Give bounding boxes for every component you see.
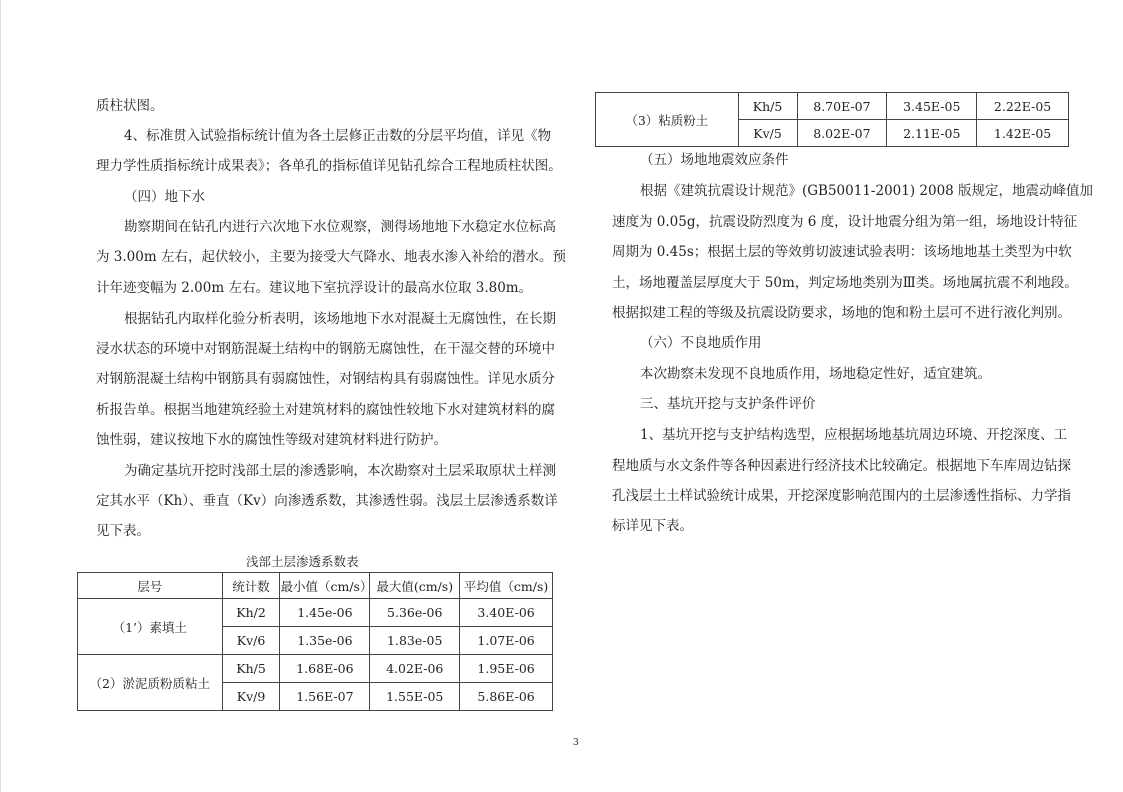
paragraph-line: 对钢筋混凝土结构中钢筋具有弱腐蚀性，对钢结构具有弱腐蚀性。详见水质分 (96, 371, 555, 387)
table-cell: 1.07E-06 (460, 627, 553, 655)
table-header-cell: 层号 (78, 573, 223, 599)
table-cell: Kv/9 (222, 683, 280, 711)
paragraph-line: 理力学性质指标统计成果表》；各单孔的指标值详见钻孔综合工程地质柱状图。 (96, 158, 562, 174)
paragraph-line: 蚀性弱，建议按地下水的腐蚀性等级对建筑材料进行防护。 (96, 432, 447, 448)
table-header-cell: 平均值（cm/s) (460, 573, 553, 599)
paragraph-line: 根据拟建工程的等级及抗震设防要求，场地的饱和粉土层可不进行液化判别。 (612, 305, 1071, 321)
table-cell: 3.40E-06 (460, 599, 553, 627)
table-cell: 1.55E-05 (370, 683, 460, 711)
paragraph-line: 本次勘察未发现不良地质作用，场地稳定性好，适宜建筑。 (640, 366, 991, 382)
paragraph-line: 计年迹变幅为 2.00m 左右。建议地下室抗浮设计的最高水位取 3.80m。 (96, 280, 533, 296)
page-left-border (0, 0, 1, 792)
paragraph-line: 周期为 0.45s；根据土层的等效剪切波速试验表明：该场地地基土类型为中软 (612, 244, 1072, 260)
table-cell: 1.35e-06 (280, 627, 370, 655)
table-cell: 1.95E-06 (460, 655, 553, 683)
paragraph-line: 1、基坑开挖与支护结构选型，应根据场地基坑周边环境、开挖深度、工 (640, 427, 1068, 443)
paragraph-line: 土，场地覆盖层厚度大于 50m，判定场地类别为Ⅲ类。场地属抗震不利地段。 (612, 275, 1078, 291)
paragraph-line: 见下表。 (96, 523, 150, 539)
table-cell: 2.22E-05 (977, 93, 1069, 120)
table-row (78, 599, 553, 627)
paragraph-line: 析报告单。根据当地建筑经验土对建筑材料的腐蚀性较地下水对建筑材料的腐 (96, 402, 555, 418)
layer-name-cell: （3）粘质粉土 (596, 93, 739, 147)
paragraph-line: 为确定基坑开挖时浅部土层的渗透影响，本次勘察对土层采取原状土样测 (124, 463, 556, 479)
table-row (78, 655, 553, 683)
paragraph-line: 速度为 0.05g，抗震设防烈度为 6 度，设计地震分组为第一组，场地设计特征 (612, 214, 1078, 230)
paragraph-line: 标详见下表。 (612, 518, 693, 534)
table-cell: Kv/6 (222, 627, 280, 655)
table-header-cell: 最大值(cm/s) (370, 573, 460, 599)
paragraph-line: 根据钻孔内取样化验分析表明，该场地地下水对混凝土无腐蚀性，在长期 (124, 311, 556, 327)
paragraph-line: 程地质与水文条件等各种因素进行经济技术比较确定。根据地下车库周边钻探 (612, 458, 1071, 474)
table-row (596, 93, 1069, 120)
section-heading: （六）不良地质作用 (640, 335, 762, 351)
table-cell: 2.11E-05 (887, 120, 977, 147)
paragraph-line: 4、标准贯入试验指标统计值为各土层修正击数的分层平均值，详见《物 (124, 128, 552, 144)
table-header-cell: 统计数 (222, 573, 280, 599)
layer-name-cell: （1’）素填土 (78, 599, 223, 655)
table-caption: 浅部土层渗透系数表 (246, 554, 359, 569)
table-cell: 8.02E-07 (797, 120, 887, 147)
table-cell: Kh/5 (738, 93, 797, 120)
layer-name-cell: （2）淤泥质粉质粘土 (78, 655, 223, 711)
table-cell: 5.86E-06 (460, 683, 553, 711)
section-heading: （五）场地地震效应条件 (640, 152, 789, 168)
paragraph-line: 定其水平（Kh）、垂直（Kv）向渗透系数，其渗透性弱。浅层土层渗透系数详 (96, 493, 558, 509)
paragraph-line: 勘察期间在钻孔内进行六次地下水位观察，测得场地地下水稳定水位标高 (124, 219, 556, 235)
paragraph-line: 孔浅层土土样试验统计成果，开挖深度影响范围内的土层渗透性指标、力学指 (612, 488, 1071, 504)
table-cell: 1.83e-05 (370, 627, 460, 655)
table-cell: 1.45e-06 (280, 599, 370, 627)
table-cell: 1.56E-07 (280, 683, 370, 711)
table-cell: 3.45E-05 (887, 93, 977, 120)
permeability-table (77, 572, 553, 711)
section-heading: 三、基坑开挖与支护条件评价 (640, 396, 816, 412)
paragraph-line: 根据《建筑抗震设计规范》(GB50011-2001) 2008 版规定，地震动峰值加 (640, 183, 1094, 199)
paragraph-line: 为 3.00m 左右，起伏较小，主要为接受大气降水、地表水渗入补给的潜水。预 (96, 249, 566, 265)
table-header-cell: 最小值（cm/s） (280, 573, 370, 599)
table-cell: 5.36e-06 (370, 599, 460, 627)
table-cell: 1.68E-06 (280, 655, 370, 683)
table-cell: 1.42E-05 (977, 120, 1069, 147)
table-header-row (78, 573, 553, 599)
page-number: 3 (573, 738, 579, 748)
table-cell: Kh/5 (222, 655, 280, 683)
table-cell: Kv/5 (738, 120, 797, 147)
paragraph-line: 浸水状态的环境中对钢筋混凝土结构中的钢筋无腐蚀性，在干湿交替的环境中 (96, 341, 555, 357)
section-heading: （四）地下水 (124, 189, 205, 205)
paragraph-line: 质柱状图。 (96, 98, 164, 114)
table-cell: 4.02E-06 (370, 655, 460, 683)
permeability-table-continued (595, 92, 1069, 147)
table-cell: 8.70E-07 (797, 93, 887, 120)
table-cell: Kh/2 (222, 599, 280, 627)
